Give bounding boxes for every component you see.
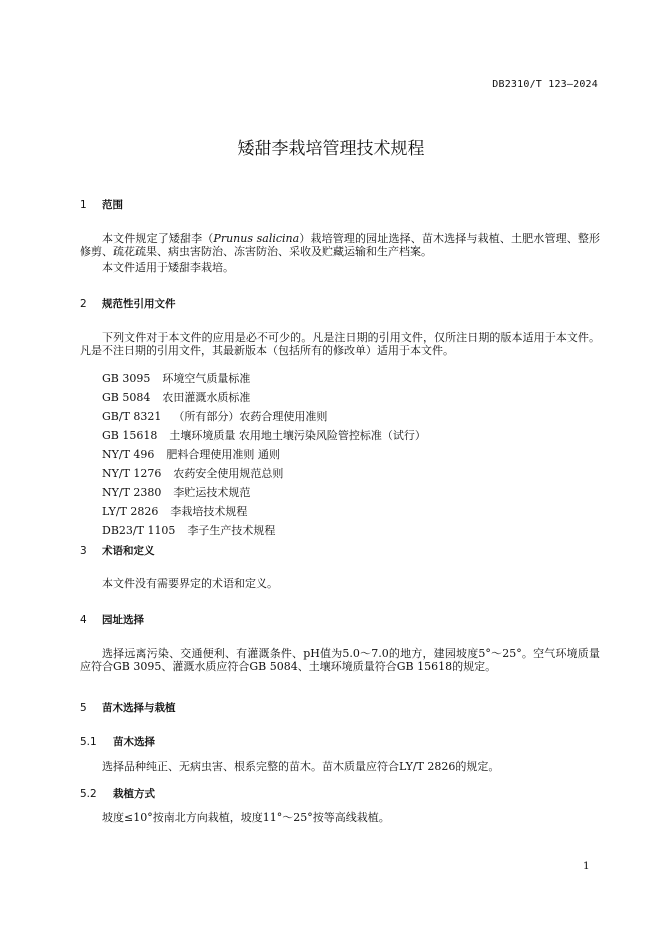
section-title: 园址选择 — [102, 614, 144, 626]
section-3-heading — [80, 543, 155, 558]
section-title: 术语和定义 — [102, 545, 155, 557]
section-1-heading — [80, 197, 123, 212]
page-number: 1 — [583, 860, 590, 872]
section-number: 3 — [80, 545, 87, 557]
section-number: 5 — [80, 702, 87, 714]
section-4-paragraph: 选择远离污染、交通便利、有灌溉条件、pH值为5.0～7.0的地方，建园坡度5°～25°。空气环境质量应符合GB 3095、灌溉水质应符合GB 5084、土壤环境质量符合GB 15618的规定。 — [80, 647, 600, 673]
section-1-paragraph-2: 本文件适用于矮甜李栽培。 — [102, 261, 234, 274]
section-number: 4 — [80, 614, 87, 626]
section-number: 2 — [80, 298, 87, 310]
reference-item: DB23/T 1105 李子生产技术规程 — [102, 524, 276, 537]
section-number: 1 — [80, 199, 87, 211]
subsection-5-1-paragraph: 选择品种纯正、无病虫害、根系完整的苗木。苗木质量应符合LY/T 2826的规定。 — [102, 760, 500, 773]
reference-item: NY/T 1276 农药安全使用规范总则 — [102, 467, 284, 480]
reference-item: GB 15618 土壤环境质量 农用地土壤污染风险管控标准（试行） — [102, 429, 426, 442]
reference-item: GB 3095 环境空气质量标准 — [102, 372, 251, 385]
subsection-number: 5.2 — [80, 788, 97, 800]
subsection-5-2-heading — [80, 786, 155, 801]
subsection-5-1-heading — [80, 734, 155, 749]
latin-name: Prunus salicina — [213, 232, 300, 245]
section-3-paragraph: 本文件没有需要界定的术语和定义。 — [102, 577, 278, 590]
section-title: 范围 — [102, 199, 123, 211]
section-title: 苗木选择与栽植 — [102, 702, 176, 714]
standard-code: DB2310/T 123—2024 — [492, 79, 598, 90]
subsection-title: 栽植方式 — [113, 788, 155, 800]
subsection-5-2-paragraph: 坡度≤10°按南北方向栽植，坡度11°～25°按等高线栽植。 — [102, 811, 390, 824]
section-1-paragraph-1: 本文件规定了矮甜李（Prunus salicina）栽培管理的园址选择、苗木选择与栽植、土肥水管理、整形修剪、疏花疏果、病虫害防治、冻害防治、采收及贮藏运输和生产档案。 — [80, 232, 601, 258]
section-title: 规范性引用文件 — [102, 298, 176, 310]
reference-item: GB 5084 农田灌溉水质标准 — [102, 391, 251, 404]
reference-item: NY/T 2380 李贮运技术规范 — [102, 486, 251, 499]
section-2-heading — [80, 296, 176, 311]
reference-item: GB/T 8321 （所有部分）农药合理使用准则 — [102, 410, 328, 423]
section-4-heading — [80, 612, 144, 627]
section-2-intro: 下列文件对于本文件的应用是必不可少的。凡是注日期的引用文件，仅所注日期的版本适用于本文件。凡是不注日期的引用文件，其最新版本（包括所有的修改单）适用于本文件。 — [80, 331, 600, 357]
subsection-number: 5.1 — [80, 736, 97, 748]
reference-item: NY/T 496 肥料合理使用准则 通则 — [102, 448, 280, 461]
document-title: 矮甜李栽培管理技术规程 — [237, 139, 425, 159]
subsection-title: 苗木选择 — [113, 736, 155, 748]
reference-item: LY/T 2826 李栽培技术规程 — [102, 505, 248, 518]
section-5-heading — [80, 700, 176, 715]
